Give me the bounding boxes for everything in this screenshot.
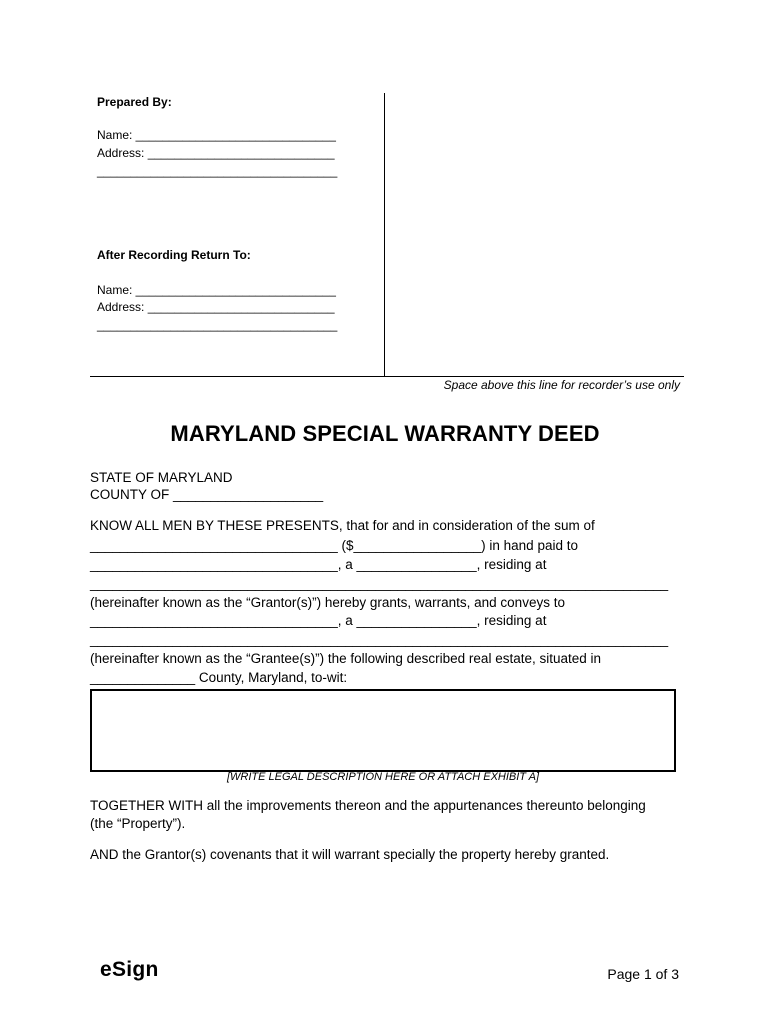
prepared-by-label: Prepared By:	[97, 95, 172, 109]
grantor-amount-field[interactable]: _________________________________ ($_________________) in hand paid to	[90, 538, 578, 553]
county-to-wit-field[interactable]: ______________ County, Maryland, to-wit:	[90, 670, 348, 685]
prepared-address-line2-field[interactable]: ____________________________________	[97, 164, 338, 178]
together-with-text: TOGETHER WITH all the improvements thereon and the appurtenances thereunto belonging	[90, 798, 646, 813]
grantee-residence-field[interactable]: _____________________________________________________________________________	[90, 632, 669, 647]
consideration-text: KNOW ALL MEN BY THESE PRESENTS, that for and in consideration of the sum of	[90, 518, 595, 533]
document-title: MARYLAND SPECIAL WARRANTY DEED	[170, 421, 600, 446]
prepared-address-field[interactable]: Address: ____________________________	[97, 146, 335, 160]
grantor-name-field[interactable]: _________________________________, a ________________, residing at	[90, 557, 547, 572]
grantee-known-as-text: (hereinafter known as the “Grantee(s)”) the following described real estate, situated in	[90, 651, 602, 666]
property-definition-text: (the “Property”).	[90, 816, 186, 831]
return-address-line2-field[interactable]: ____________________________________	[97, 318, 338, 332]
legal-description-box[interactable]	[90, 689, 676, 772]
return-name-field[interactable]: Name: ______________________________	[97, 283, 336, 297]
covenant-text: AND the Grantor(s) covenants that it will warrant specially the property hereby granted.	[90, 847, 610, 862]
legal-description-caption: [WRITE LEGAL DESCRIPTION HERE OR ATTACH EXHIBIT A]	[226, 771, 540, 783]
prepared-name-field[interactable]: Name: ______________________________	[97, 128, 336, 142]
state-line: STATE OF MARYLAND	[90, 470, 233, 485]
grantor-residence-field[interactable]: _____________________________________________________________________________	[90, 576, 669, 591]
page-number: Page 1 of 3	[607, 966, 679, 982]
recorder-divider-vertical	[384, 93, 385, 376]
county-field[interactable]: COUNTY OF ____________________	[90, 487, 324, 502]
esign-logo: eSign	[100, 958, 159, 981]
return-address-field[interactable]: Address: ____________________________	[97, 300, 335, 314]
recorder-divider-horizontal	[90, 376, 684, 377]
return-to-label: After Recording Return To:	[97, 248, 251, 262]
recorder-note: Space above this line for recorder’s use only	[443, 378, 680, 392]
grantee-name-field[interactable]: _________________________________, a ________________, residing at	[90, 613, 547, 628]
grantor-known-as-text: (hereinafter known as the “Grantor(s)”) hereby grants, warrants, and conveys to	[90, 595, 565, 610]
